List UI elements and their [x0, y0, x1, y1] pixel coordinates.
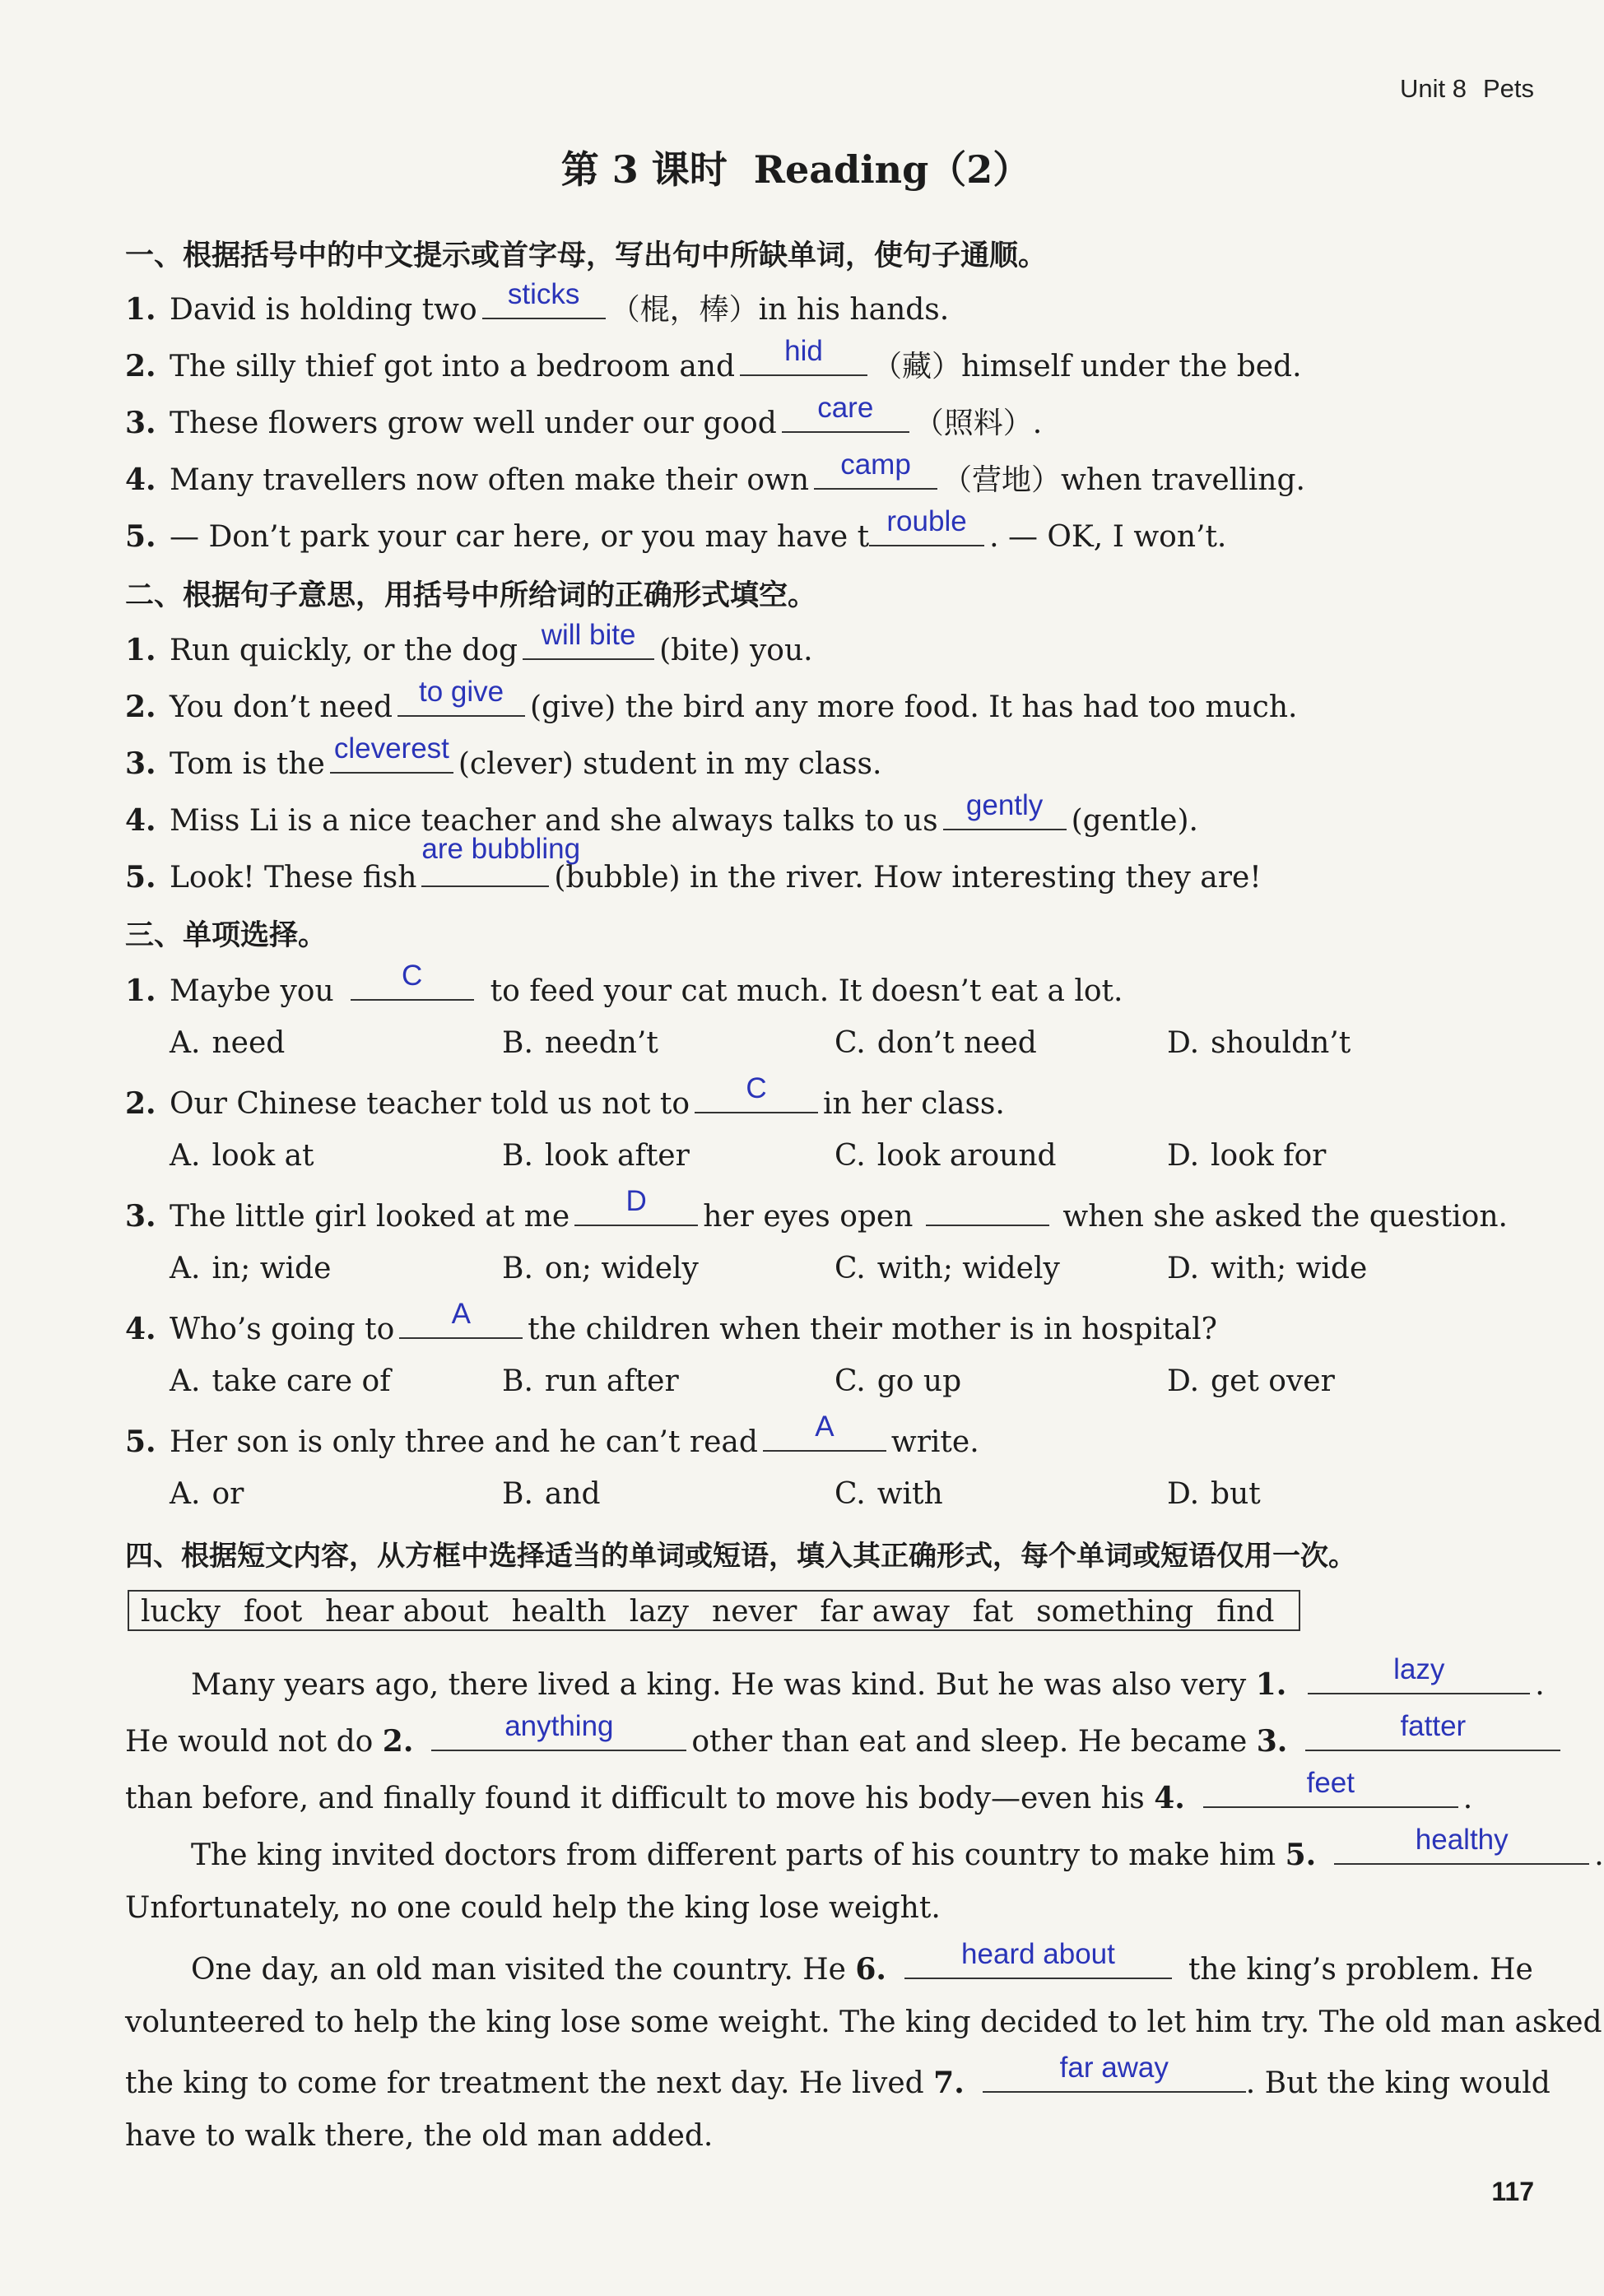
passage-text: The king invited doctors from different parts of his country to make him: [191, 1838, 1276, 1872]
option-b[interactable]: B. needn’t: [502, 1026, 658, 1060]
answer-blank[interactable]: [695, 1072, 818, 1113]
word-bank-item: hear about: [325, 1595, 489, 1629]
question-text: (bite) you.: [659, 634, 813, 667]
option-d[interactable]: D. but: [1167, 1477, 1261, 1511]
handwritten-answer: care: [817, 392, 874, 424]
answer-blank[interactable]: [398, 676, 525, 717]
handwritten-answer: C: [746, 1072, 767, 1104]
option-b[interactable]: B. and: [502, 1477, 601, 1511]
topic-label: Pets: [1482, 74, 1534, 103]
word-bank: [128, 1590, 1300, 1631]
option-a[interactable]: A. take care of: [170, 1364, 391, 1398]
handwritten-answer: cleverest: [333, 732, 449, 765]
s3-question-5: [125, 1411, 979, 1461]
option-c[interactable]: C. look around: [835, 1139, 1057, 1173]
question-number: 4.: [125, 462, 156, 497]
blank-number: 2.: [382, 1724, 414, 1759]
handwritten-answer: gently: [965, 789, 1044, 821]
option-b[interactable]: B. on; widely: [502, 1252, 699, 1285]
question-number: 1.: [125, 292, 156, 327]
answer-blank[interactable]: [399, 1298, 523, 1339]
question-text: Miss Li is a nice teacher and she always talks to us: [170, 804, 938, 838]
blank-number: 5.: [1285, 1838, 1317, 1872]
question-number: 4.: [125, 803, 156, 838]
question-text: Many travellers now often make their own: [170, 463, 810, 497]
handwritten-answer: D: [625, 1185, 647, 1217]
passage-text: One day, an old man visited the country. He: [191, 1953, 846, 1987]
handwritten-answer: A: [451, 1298, 471, 1330]
word-bank-item: fat: [972, 1595, 1014, 1629]
answer-blank[interactable]: [740, 335, 867, 376]
answer-blank[interactable]: [330, 732, 453, 774]
question-number: 2.: [125, 349, 156, 383]
passage-text: Many years ago, there lived a king. He was kind. But he was also very: [191, 1668, 1247, 1702]
blank-number: 6.: [855, 1952, 886, 1987]
question-text: （藏）himself under the bed.: [872, 350, 1302, 383]
handwritten-answer: heard about: [961, 1938, 1115, 1970]
question-text: to feed your cat much. It doesn’t eat a lot.: [490, 974, 1123, 1008]
question-text: (bubble) in the river. How interesting they are!: [554, 861, 1262, 895]
handwritten-answer: hid: [784, 335, 823, 367]
option-b[interactable]: B. look after: [502, 1139, 690, 1173]
option-c[interactable]: C. with: [835, 1477, 943, 1511]
handwritten-answer: C: [402, 960, 423, 992]
handwritten-answer: lazy: [1393, 1653, 1445, 1685]
question-text: the children when their mother is in hospital?: [528, 1313, 1217, 1346]
question-text: — Don’t park your car here, or you may have t: [170, 520, 870, 554]
answer-blank[interactable]: [523, 619, 654, 660]
section-1-heading: 一、根据括号中的中文提示或首字母，写出句中所缺单词，使句子通顺。: [125, 239, 1048, 272]
option-c[interactable]: C. go up: [835, 1364, 962, 1398]
question-text: David is holding two: [170, 293, 477, 327]
word-bank-item: lazy: [629, 1595, 690, 1629]
section-4-heading: 四、根据短文内容，从方框中选择适当的单词或短语，填入其正确形式，每个单词或短语仅用一次。: [125, 1540, 1356, 1573]
option-d[interactable]: D. shouldn’t: [1167, 1026, 1351, 1060]
answer-blank[interactable]: [983, 2052, 1246, 2093]
handwritten-answer: camp: [840, 449, 911, 481]
answer-blank[interactable]: [1334, 1824, 1589, 1865]
s2-question-3: [125, 732, 882, 783]
question-text: Who’s going to: [170, 1313, 395, 1346]
question-text: . — OK, I won’t.: [989, 520, 1227, 554]
s3-question-4: [125, 1298, 1217, 1348]
handwritten-answer: fatter: [1400, 1710, 1467, 1742]
question-number: 1.: [125, 974, 156, 1008]
question-text: （棍，棒）in his hands.: [610, 293, 950, 327]
passage-line: [191, 1938, 1533, 1988]
page-title: [0, 140, 1592, 194]
s2-question-2: [125, 676, 1298, 726]
passage-text: the king to come for treatment the next day. He lived: [125, 2066, 924, 2100]
option-a[interactable]: A. in; wide: [170, 1252, 332, 1285]
word-bank-item: lucky: [141, 1595, 221, 1629]
word-bank-item: far away: [820, 1595, 950, 1629]
question-number: 3.: [125, 1199, 156, 1234]
option-d[interactable]: D. get over: [1167, 1364, 1335, 1398]
section-2-heading: 二、根据句子意思，用括号中所给词的正确形式填空。: [125, 579, 817, 612]
s3-question-2: [125, 1072, 1005, 1122]
question-text: Our Chinese teacher told us not to: [170, 1087, 690, 1121]
handwritten-answer: to give: [418, 676, 504, 708]
question-number: 3.: [125, 746, 156, 781]
option-a[interactable]: A. or: [170, 1477, 244, 1511]
blank-number: 4.: [1154, 1781, 1185, 1815]
s2-question-5: [125, 833, 1262, 896]
handwritten-answer: will bite: [541, 619, 636, 651]
running-header: [1383, 74, 1534, 104]
question-text: write.: [890, 1425, 979, 1459]
answer-blank[interactable]: [904, 1938, 1172, 1979]
question-number: 5.: [125, 860, 156, 895]
answer-blank[interactable]: [351, 960, 474, 1001]
question-text: The little girl looked at me: [170, 1200, 570, 1234]
s2-question-1: [125, 619, 813, 669]
question-text: Run quickly, or the dog: [170, 634, 518, 667]
question-text: Her son is only three and he can’t read: [170, 1425, 758, 1459]
s1-question-5: [125, 505, 1227, 555]
handwritten-answer: are bubbling: [421, 833, 581, 865]
option-a[interactable]: A. need: [170, 1026, 286, 1060]
question-text: Look! These fish: [170, 861, 417, 895]
answer-blank[interactable]: [943, 789, 1067, 830]
option-d[interactable]: D. with; wide: [1167, 1252, 1368, 1285]
question-number: 2.: [125, 1086, 156, 1121]
passage-line: [125, 1710, 1565, 1760]
question-text: You don’t need: [170, 690, 393, 724]
answer-blank[interactable]: [431, 1710, 686, 1751]
answer-blank[interactable]: [1308, 1653, 1530, 1694]
passage-line: volunteered to help the king lose some weight. The king decided to let him try. The old man asked: [125, 2006, 1602, 2039]
answer-blank[interactable]: [814, 449, 937, 490]
question-number: 1.: [125, 633, 156, 667]
answer-blank[interactable]: [763, 1411, 886, 1452]
s1-question-3: [125, 392, 1043, 442]
section-3-heading: 三、单项选择。: [125, 919, 328, 952]
unit-label: Unit 8: [1399, 74, 1467, 103]
handwritten-answer: feet: [1306, 1767, 1355, 1799]
answer-blank[interactable]: [1203, 1767, 1458, 1808]
question-text: The silly thief got into a bedroom and: [170, 350, 736, 383]
handwritten-answer: anything: [504, 1710, 614, 1742]
word-bank-item: something: [1036, 1595, 1194, 1629]
lesson-number: 第 3 课时: [560, 147, 728, 192]
answer-blank[interactable]: [1305, 1710, 1560, 1751]
question-text: （营地）when travelling.: [942, 463, 1305, 497]
answer-blank[interactable]: [482, 278, 606, 319]
question-number: 5.: [125, 1425, 156, 1459]
s3-question-1: [125, 960, 1123, 1010]
blank-number: 1.: [1255, 1667, 1287, 1702]
answer-blank[interactable]: [782, 392, 909, 433]
answer-blank-2[interactable]: [926, 1195, 1049, 1226]
handwritten-answer: sticks: [507, 278, 580, 310]
option-c[interactable]: C. don’t need: [835, 1026, 1037, 1060]
question-text: in her class.: [823, 1087, 1005, 1121]
answer-blank[interactable]: [869, 505, 984, 546]
handwritten-answer: A: [815, 1411, 835, 1443]
blank-number: 7.: [933, 2066, 965, 2100]
question-text: (clever) student in my class.: [458, 747, 882, 781]
question-text: when she asked the question.: [1062, 1200, 1508, 1234]
question-text: (gentle).: [1071, 804, 1198, 838]
word-bank-item: find: [1216, 1595, 1275, 1629]
option-c[interactable]: C. with; widely: [835, 1252, 1060, 1285]
s1-question-2: [125, 335, 1302, 385]
s1-question-4: [125, 449, 1305, 499]
question-text: Tom is the: [170, 747, 325, 781]
option-d[interactable]: D. look for: [1167, 1139, 1327, 1173]
passage-text: than before, and finally found it difficult to move his body—even his: [125, 1782, 1145, 1815]
s1-question-1: [125, 278, 950, 328]
question-number: 2.: [125, 690, 156, 724]
passage-line: The king invited doctors from different parts of his country to make him 5. healthy .: [191, 1824, 1604, 1872]
blank-number: 3.: [1256, 1724, 1288, 1759]
question-text: （照料）.: [914, 407, 1043, 440]
word-bank-item: never: [712, 1595, 797, 1629]
passage-text: He would not do: [125, 1725, 374, 1759]
passage-text: the king’s problem. He: [1188, 1953, 1533, 1987]
question-number: 4.: [125, 1312, 156, 1346]
option-a[interactable]: A. look at: [170, 1139, 314, 1173]
word-bank-item: health: [511, 1595, 607, 1629]
question-text: Maybe you: [170, 974, 334, 1008]
handwritten-answer: rouble: [886, 505, 967, 537]
passage-line: have to walk there, the old man added.: [125, 2119, 714, 2153]
answer-blank[interactable]: [574, 1185, 698, 1226]
question-text: (give) the bird any more food. It has had too much.: [530, 690, 1298, 724]
s2-question-4: [125, 789, 1198, 839]
question-number: 5.: [125, 519, 156, 554]
passage-text: . But the king would: [1245, 2066, 1551, 2100]
handwritten-answer: far away: [1059, 2052, 1169, 2084]
page-number: 117: [1491, 2177, 1534, 2206]
question-number: 3.: [125, 406, 156, 440]
passage-line: [125, 2052, 1551, 2102]
question-text: These flowers grow well under our good: [170, 407, 777, 440]
option-b[interactable]: B. run after: [502, 1364, 679, 1398]
lesson-name: Reading（2）: [753, 147, 1031, 192]
s3-question-3: [125, 1185, 1508, 1235]
handwritten-answer: healthy: [1415, 1824, 1509, 1856]
passage-line: than before, and finally found it difficult to move his body—even his 4. feet .: [125, 1767, 1473, 1815]
passage-line: Unfortunately, no one could help the king lose weight.: [125, 1891, 941, 1925]
passage-line: Many years ago, there lived a king. He was kind. But he was also very 1. lazy .: [191, 1653, 1545, 1702]
word-bank-item: foot: [244, 1595, 303, 1629]
passage-text: other than eat and sleep. He became: [691, 1725, 1248, 1759]
answer-blank[interactable]: [421, 833, 581, 887]
question-text: her eyes open: [703, 1200, 914, 1234]
